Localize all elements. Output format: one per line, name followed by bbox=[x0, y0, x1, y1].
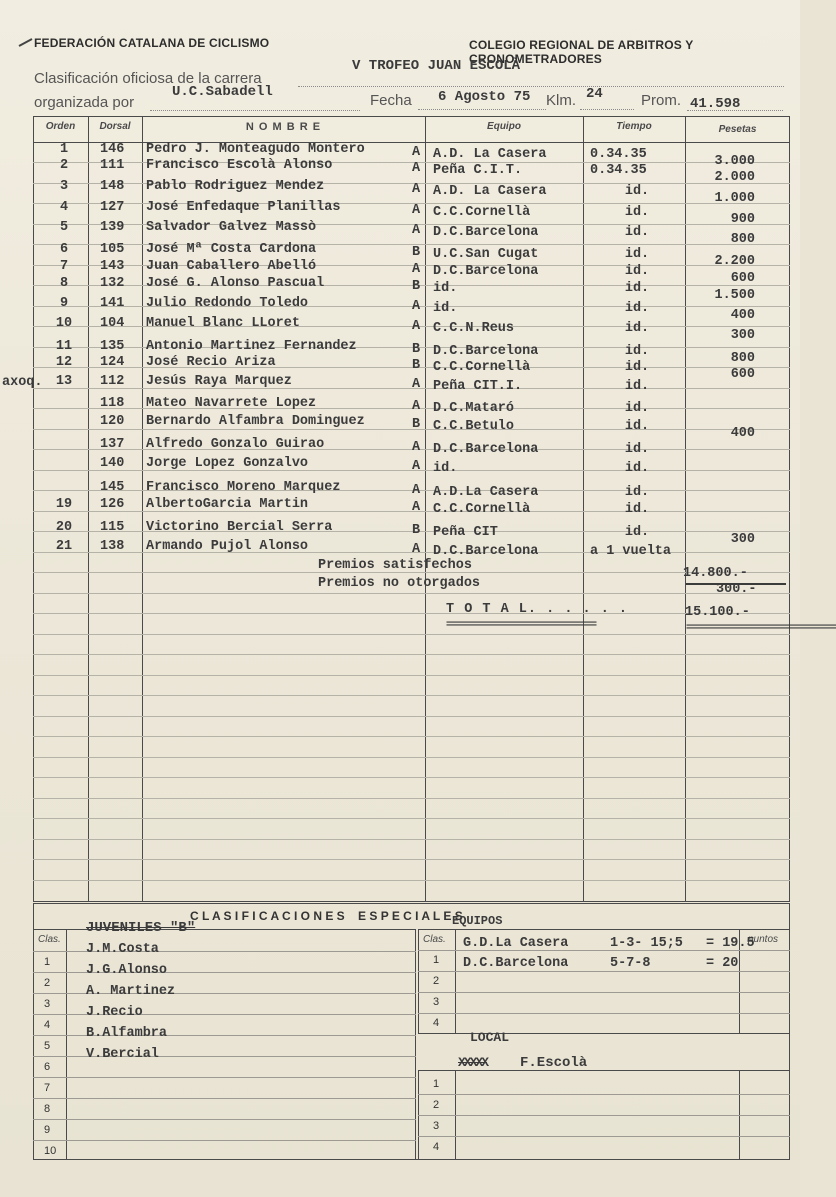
row-nombre: Antonio Martinez Fernandez bbox=[146, 339, 357, 354]
row-category: A bbox=[412, 182, 421, 197]
juveniles-clas-label: Clas. bbox=[38, 934, 61, 945]
local-rule bbox=[418, 1136, 790, 1137]
juveniles-rank: 2 bbox=[44, 977, 51, 989]
juveniles-rule bbox=[33, 1098, 416, 1099]
row-pesetas: 900 bbox=[730, 212, 755, 227]
local-rank: 1 bbox=[433, 1078, 440, 1090]
total-double-rule-right: ============================== bbox=[686, 623, 836, 634]
row-nombre: Bernardo Alfambra Dominguez bbox=[146, 414, 365, 429]
juveniles-name: J.Recio bbox=[86, 1005, 143, 1020]
row-tiempo: id. bbox=[624, 379, 650, 394]
row-dorsal: 148 bbox=[100, 179, 125, 194]
sum-rule bbox=[686, 583, 786, 585]
college-name: COLEGIO REGIONAL DE ARBITROS Y CRONOMETRADORES bbox=[469, 38, 694, 66]
juveniles-rank: 8 bbox=[44, 1103, 51, 1115]
row-dorsal: 143 bbox=[100, 259, 125, 274]
prom-label: Prom. bbox=[641, 92, 682, 109]
row-equipo: C.C.Cornellà bbox=[433, 502, 531, 517]
row-tiempo: id. bbox=[624, 360, 650, 375]
row-dorsal: 124 bbox=[100, 355, 125, 370]
row-category: B bbox=[412, 417, 421, 432]
divider-equipo bbox=[583, 116, 584, 902]
row-orden: 8 bbox=[59, 276, 69, 291]
row-category: B bbox=[412, 358, 421, 373]
row-nombre: José Recio Ariza bbox=[146, 355, 276, 370]
col-tiempo: Tiempo bbox=[616, 121, 652, 132]
row-equipo: id. bbox=[433, 281, 458, 296]
row-category: A bbox=[412, 223, 421, 238]
equipos-rank: 2 bbox=[433, 975, 440, 987]
row-pesetas: 800 bbox=[730, 232, 755, 247]
row-nombre: Julio Redondo Toledo bbox=[146, 296, 309, 311]
row-pesetas: 2.000 bbox=[714, 170, 755, 185]
row-category: A bbox=[412, 459, 421, 474]
row-category: B bbox=[412, 279, 421, 294]
organizer-line bbox=[150, 110, 360, 111]
juveniles-rank: 5 bbox=[44, 1040, 51, 1052]
row-category: A bbox=[412, 299, 421, 314]
row-pesetas: 400 bbox=[730, 308, 755, 323]
row-pesetas: 1.500 bbox=[714, 288, 755, 303]
row-dorsal: 135 bbox=[100, 339, 125, 354]
row-dorsal: 138 bbox=[100, 539, 125, 554]
row-tiempo: id. bbox=[624, 461, 650, 476]
juveniles-rank: 4 bbox=[44, 1019, 51, 1031]
satisfechos-label: Premios satisfechos bbox=[318, 558, 472, 573]
equipos-title: EQUIPOS bbox=[452, 914, 503, 928]
col-orden: Orden bbox=[45, 121, 76, 132]
row-tiempo: id. bbox=[624, 205, 650, 220]
local-struck: XXXXX bbox=[458, 1055, 488, 1070]
equipos-rank: 1 bbox=[433, 954, 440, 966]
row-tiempo: id. bbox=[624, 525, 650, 540]
row-orden: 5 bbox=[59, 220, 69, 235]
juveniles-name: B.Alfambra bbox=[86, 1026, 168, 1041]
table-rule bbox=[33, 695, 790, 696]
row-nombre: Juan Caballero Abelló bbox=[146, 259, 317, 274]
row-dorsal: 140 bbox=[100, 456, 125, 471]
puntos-label: puntos bbox=[748, 934, 779, 945]
row-tiempo: id. bbox=[624, 442, 650, 457]
row-dorsal: 145 bbox=[100, 480, 125, 495]
row-dorsal: 137 bbox=[100, 437, 125, 452]
table-rule bbox=[33, 839, 790, 840]
juveniles-rank: 1 bbox=[44, 956, 51, 968]
row-equipo: C.C.Betulo bbox=[433, 419, 515, 434]
table-rule bbox=[33, 880, 790, 881]
row-pesetas: 800 bbox=[730, 351, 755, 366]
equipos-team-name: G.D.La Casera bbox=[463, 936, 569, 951]
row-pesetas: 600 bbox=[730, 367, 755, 382]
equipos-points: = 19.5 bbox=[706, 936, 755, 951]
row-orden: 13 bbox=[55, 374, 73, 389]
equipos-rank: 4 bbox=[433, 1017, 440, 1029]
km-line bbox=[580, 109, 634, 110]
race-name: V TROFEO JUAN ESCOLÀ bbox=[352, 58, 521, 74]
row-category: B bbox=[412, 342, 421, 357]
federation-name: FEDERACIÓN CATALANA DE CICLISMO bbox=[34, 36, 270, 50]
row-orden: 4 bbox=[59, 200, 69, 215]
row-equipo: C.C.Cornellà bbox=[433, 360, 531, 375]
row-pesetas: 300 bbox=[730, 328, 755, 343]
row-orden: 2 bbox=[59, 158, 69, 173]
row-equipo: D.C.Barcelona bbox=[433, 544, 539, 559]
row-tiempo: id. bbox=[624, 225, 650, 240]
row-category: A bbox=[412, 483, 421, 498]
row-equipo: Peña CIT.I. bbox=[433, 379, 523, 394]
row-pesetas: 1.000 bbox=[714, 191, 755, 206]
local-name: F.Escolà bbox=[520, 1055, 588, 1071]
row-dorsal: 126 bbox=[100, 497, 125, 512]
row-tiempo: id. bbox=[624, 264, 650, 279]
row-equipo: U.C.San Cugat bbox=[433, 247, 539, 262]
row-category: B bbox=[412, 245, 421, 260]
row-nombre: Alfredo Gonzalo Guirao bbox=[146, 437, 325, 452]
row-orden: 7 bbox=[59, 259, 69, 274]
row-pesetas: 600 bbox=[730, 271, 755, 286]
local-rank: 4 bbox=[433, 1141, 440, 1153]
row-dorsal: 120 bbox=[100, 414, 125, 429]
row-category: A bbox=[412, 161, 421, 176]
table-rule bbox=[33, 716, 790, 717]
row-dorsal: 115 bbox=[100, 520, 125, 535]
juveniles-rule bbox=[33, 1119, 416, 1120]
table-rule bbox=[33, 613, 790, 614]
row-dorsal: 146 bbox=[100, 142, 125, 157]
row-dorsal: 141 bbox=[100, 296, 125, 311]
col-nombre: N O M B R E bbox=[245, 121, 322, 133]
row-nombre: José G. Alonso Pascual bbox=[146, 276, 325, 291]
row-tiempo: id. bbox=[624, 247, 650, 262]
equipos-rule bbox=[418, 1013, 790, 1014]
juveniles-rank: 3 bbox=[44, 998, 51, 1010]
col-dorsal: Dorsal bbox=[99, 121, 131, 132]
row-category: A bbox=[412, 203, 421, 218]
juveniles-divider bbox=[66, 929, 67, 1160]
special-title: C L A S I F I C A C I O N E S E S P E C I A L E S bbox=[190, 909, 463, 923]
juveniles-rank: 10 bbox=[44, 1145, 57, 1157]
row-nombre: Jorge Lopez Gonzalvo bbox=[146, 456, 309, 471]
row-nombre: Pablo Rodriguez Mendez bbox=[146, 179, 325, 194]
row-nombre: Victorino Bercial Serra bbox=[146, 520, 333, 535]
row-category: A bbox=[412, 145, 421, 160]
row-equipo: D.C.Barcelona bbox=[433, 442, 539, 457]
row-equipo: A.D. La Casera bbox=[433, 184, 547, 199]
satisfechos-value: 14.800.- bbox=[683, 566, 748, 581]
col-equipo: Equipo bbox=[487, 121, 521, 132]
local-rank: 3 bbox=[433, 1120, 440, 1132]
total-value: 15.100.- bbox=[685, 605, 750, 620]
row-category: A bbox=[412, 542, 421, 557]
row-pesetas: 2.200 bbox=[714, 254, 755, 269]
row-equipo: Peña C.I.T. bbox=[433, 163, 523, 178]
organizer-value: U.C.Sabadell bbox=[172, 84, 273, 100]
row-nombre: Pedro J. Monteagudo Montero bbox=[146, 142, 365, 157]
equipos-team-name: D.C.Barcelona bbox=[463, 956, 569, 971]
local-rule bbox=[418, 1115, 790, 1116]
row-nombre: Armando Pujol Alonso bbox=[146, 539, 309, 554]
row-orden: 12 bbox=[55, 355, 73, 370]
row-equipo: D.C.Mataró bbox=[433, 401, 515, 416]
juveniles-rule bbox=[33, 1077, 416, 1078]
fecha-value: 6 Agosto 75 bbox=[438, 89, 531, 105]
juveniles-title: JUVENILES "B" bbox=[86, 920, 196, 936]
row-dorsal: 111 bbox=[100, 158, 125, 173]
row-category: A bbox=[412, 377, 421, 392]
table-rule bbox=[33, 757, 790, 758]
juveniles-rank: 9 bbox=[44, 1124, 51, 1136]
row-equipo: D.C.Barcelona bbox=[433, 225, 539, 240]
row-orden: 20 bbox=[55, 520, 73, 535]
row-dorsal: 104 bbox=[100, 316, 125, 331]
row-dorsal: 118 bbox=[100, 396, 125, 411]
divider-tiempo bbox=[685, 116, 686, 902]
row-tiempo: id. bbox=[624, 301, 650, 316]
row-tiempo: 0.34.35 bbox=[590, 147, 647, 162]
margin-note: axoq. bbox=[2, 375, 43, 390]
divider-orden bbox=[88, 116, 89, 902]
row-pesetas: 3.000 bbox=[714, 154, 755, 169]
table-rule bbox=[33, 736, 790, 737]
row-orden: 9 bbox=[59, 296, 69, 311]
row-orden: 11 bbox=[55, 339, 73, 354]
row-dorsal: 139 bbox=[100, 220, 125, 235]
row-pesetas: 400 bbox=[730, 426, 755, 441]
row-equipo: D.C.Barcelona bbox=[433, 344, 539, 359]
row-pesetas: 300 bbox=[730, 532, 755, 547]
equipos-points: = 20 bbox=[706, 956, 739, 971]
row-equipo: D.C.Barcelona bbox=[433, 264, 539, 279]
row-equipo: id. bbox=[433, 461, 458, 476]
fecha-label: Fecha bbox=[370, 92, 412, 109]
row-tiempo: id. bbox=[624, 281, 650, 296]
row-nombre: Jesús Raya Marquez bbox=[146, 374, 292, 389]
juveniles-name: J.G.Alonso bbox=[86, 963, 168, 978]
local-rule bbox=[418, 1094, 790, 1095]
equipos-places: 5-7-8 bbox=[610, 956, 651, 971]
row-equipo: C.C.Cornellà bbox=[433, 205, 531, 220]
row-category: A bbox=[412, 440, 421, 455]
row-orden: 3 bbox=[59, 179, 69, 194]
pen-mark-icon bbox=[18, 36, 34, 50]
table-rule bbox=[33, 675, 790, 676]
row-equipo: C.C.N.Reus bbox=[433, 321, 515, 336]
row-tiempo: id. bbox=[624, 184, 650, 199]
equipos-rule bbox=[418, 971, 790, 972]
row-dorsal: 132 bbox=[100, 276, 125, 291]
row-category: A bbox=[412, 319, 421, 334]
table-rule bbox=[33, 777, 790, 778]
row-nombre: Francisco Escolà Alonso bbox=[146, 158, 333, 173]
row-nombre: José Mª Costa Cardona bbox=[146, 242, 317, 257]
row-category: A bbox=[412, 500, 421, 515]
juveniles-rule bbox=[33, 1140, 416, 1141]
row-orden: 6 bbox=[59, 242, 69, 257]
row-tiempo: id. bbox=[624, 485, 650, 500]
juveniles-name: V.Bercial bbox=[86, 1047, 159, 1062]
no-otorgados-value: 300.- bbox=[716, 582, 757, 597]
row-orden: 19 bbox=[55, 497, 73, 512]
table-rule bbox=[33, 818, 790, 819]
local-rank: 2 bbox=[433, 1099, 440, 1111]
divider-nombre bbox=[425, 116, 426, 902]
row-category: A bbox=[412, 262, 421, 277]
row-dorsal: 105 bbox=[100, 242, 125, 257]
juveniles-name: A. Martinez bbox=[86, 984, 176, 999]
row-orden: 21 bbox=[55, 539, 73, 554]
race-label: Clasificación oficiosa de la carrera bbox=[34, 70, 262, 87]
table-rule bbox=[33, 859, 790, 860]
row-orden: 1 bbox=[59, 142, 69, 157]
table-rule bbox=[33, 654, 790, 655]
km-label: Klm. bbox=[546, 92, 576, 109]
equipos-rank: 3 bbox=[433, 996, 440, 1008]
row-category: B bbox=[412, 523, 421, 538]
row-equipo: Peña CIT bbox=[433, 525, 498, 540]
equipos-rule bbox=[418, 992, 790, 993]
table-rule bbox=[33, 593, 790, 594]
fecha-line bbox=[418, 109, 546, 110]
juveniles-name: J.M.Costa bbox=[86, 942, 159, 957]
prom-value: 41.598 bbox=[690, 96, 741, 112]
row-category: A bbox=[412, 399, 421, 414]
equipos-divider bbox=[455, 929, 456, 1034]
row-nombre: José Enfedaque Planillas bbox=[146, 200, 341, 215]
row-tiempo: id. bbox=[624, 502, 650, 517]
row-dorsal: 112 bbox=[100, 374, 125, 389]
row-equipo: A.D.La Casera bbox=[433, 485, 539, 500]
equipos-clas-label: Clas. bbox=[423, 934, 446, 945]
table-rule bbox=[33, 798, 790, 799]
local-title: LOCAL bbox=[470, 1030, 510, 1045]
equipos-places: 1-3- 15;5 bbox=[610, 936, 683, 951]
row-nombre: AlbertoGarcia Martin bbox=[146, 497, 309, 512]
race-line bbox=[298, 86, 784, 87]
juveniles-rank: 6 bbox=[44, 1061, 51, 1073]
juveniles-rank: 7 bbox=[44, 1082, 51, 1094]
table-rule bbox=[33, 634, 790, 635]
row-equipo: id. bbox=[433, 301, 458, 316]
row-equipo: A.D. La Casera bbox=[433, 147, 547, 162]
row-tiempo: id. bbox=[624, 401, 650, 416]
row-tiempo: a 1 vuelta bbox=[590, 544, 672, 559]
total-double-rule: ============================== bbox=[446, 620, 597, 631]
row-nombre: Salvador Galvez Massò bbox=[146, 220, 317, 235]
km-value: 24 bbox=[586, 86, 603, 102]
row-tiempo: id. bbox=[624, 321, 650, 336]
col-pesetas: Pesetas bbox=[718, 124, 757, 135]
divider-dorsal bbox=[142, 116, 143, 902]
row-tiempo: id. bbox=[624, 344, 650, 359]
row-orden: 10 bbox=[55, 316, 73, 331]
row-tiempo: 0.34.35 bbox=[590, 163, 647, 178]
row-nombre: Manuel Blanc LLoret bbox=[146, 316, 300, 331]
organizer-label: organizada por bbox=[34, 94, 135, 111]
row-nombre: Mateo Navarrete Lopez bbox=[146, 396, 317, 411]
no-otorgados-label: Premios no otorgados bbox=[318, 576, 481, 591]
row-nombre: Francisco Moreno Marquez bbox=[146, 480, 341, 495]
row-dorsal: 127 bbox=[100, 200, 125, 215]
total-label: T O T A L. . . . . . bbox=[446, 602, 629, 617]
row-tiempo: id. bbox=[624, 419, 650, 434]
